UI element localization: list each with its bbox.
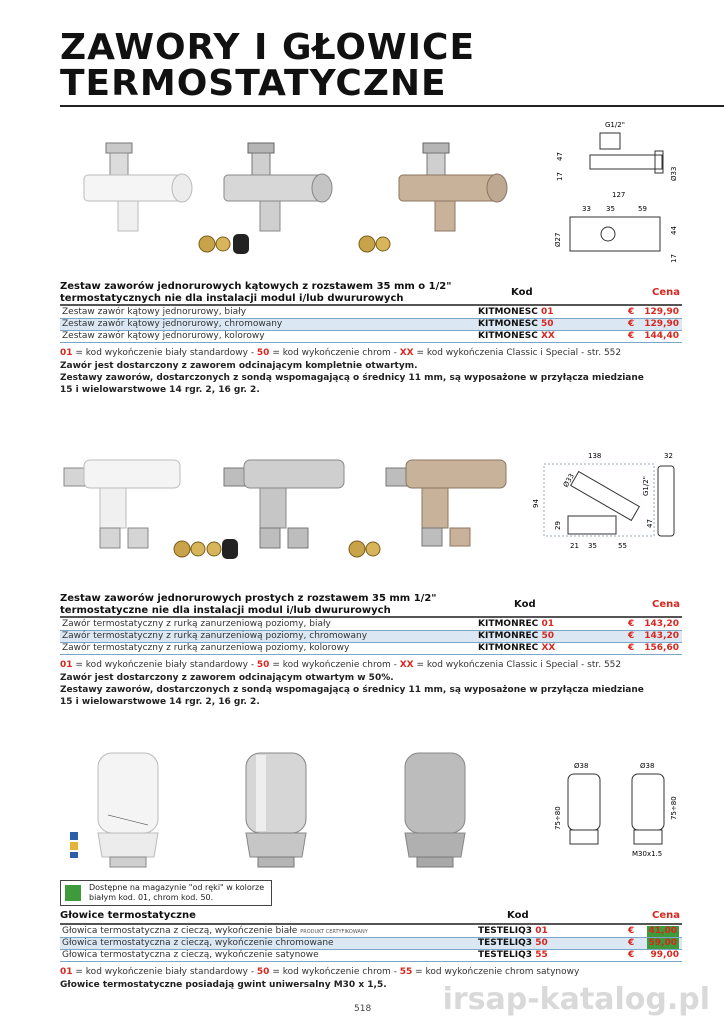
dim-label: 35 — [588, 542, 597, 550]
row-code: KITMONESC XX — [478, 331, 555, 341]
row-price: 129,90 — [644, 319, 679, 329]
section-3-heading: Głowice termostatyczne — [60, 910, 196, 921]
product-image-angle-valve-chrome — [210, 135, 340, 245]
table-row — [60, 926, 682, 938]
section-1-notes — [60, 360, 700, 396]
table-row — [60, 950, 682, 962]
row-code: KITMONESC 01 — [478, 307, 554, 317]
finish-code-legend: 01 = kod wykończenie biały standardowy - 50 = kod wykończenie chrom - XX = kod wykończenia Classic i Special - str. 552 — [60, 660, 622, 670]
row-currency: € — [628, 950, 635, 960]
dim-label: 21 — [570, 542, 579, 550]
dim-label: G1/2" — [605, 121, 625, 129]
row-currency: € — [628, 631, 635, 641]
dim-label: 33 — [582, 205, 591, 213]
section-1-heading — [60, 281, 451, 305]
row-description: Głowica termostatyczna z cieczą, wykończenie satynowe — [62, 950, 319, 960]
product-image-head-white — [88, 745, 168, 870]
row-currency: € — [628, 319, 635, 329]
dim-label: Ø38 — [574, 762, 589, 770]
table-row — [60, 319, 682, 331]
row-currency: € — [628, 926, 635, 936]
note-line: Zestawy zaworów, dostarczonych z sondą wspomagającą o średnicy 11 mm, są wyposażone w przyłącza miedziane — [60, 685, 644, 695]
row-price: 143,20 — [644, 631, 679, 641]
row-price: 129,90 — [644, 307, 679, 317]
table-top-rule — [60, 304, 682, 306]
row-price: 144,40 — [644, 331, 679, 341]
dim-label: Ø33 — [670, 166, 678, 181]
row-description: Głowica termostatyczna z cieczą, wykończenie białe PRODUKT CERTYFIKOWANY — [62, 926, 368, 936]
dim-label: Ø38 — [640, 762, 655, 770]
dim-label: 94 — [532, 499, 540, 508]
dim-label: 55 — [618, 542, 627, 550]
row-code: TESTELIQ3 01 — [478, 926, 548, 936]
dim-label: 127 — [612, 191, 626, 199]
column-header-kod: Kod — [507, 910, 529, 921]
dim-label: 75÷80 — [554, 806, 562, 830]
row-code: TESTELIQ3 55 — [478, 950, 548, 960]
row-price: 156,60 — [644, 643, 679, 653]
dim-label: 17 — [670, 254, 678, 263]
dim-label: 32 — [664, 452, 673, 460]
section-1-heading-line-2: termostatycznych nie dla instalacji modul i/lub dwururowych — [60, 293, 404, 304]
row-price: 143,20 — [644, 619, 679, 629]
product-image-head-chrome — [236, 745, 316, 870]
certification-badge-icon — [68, 830, 80, 864]
section-2-heading — [60, 593, 437, 617]
row-code: TESTELIQ3 50 — [478, 938, 548, 948]
row-price: 41,00 — [648, 926, 677, 936]
row-currency: € — [628, 938, 635, 948]
page-title — [60, 27, 476, 104]
row-description: Zestaw zawór kątowy jednorurowy, biały — [62, 307, 247, 317]
table-top-rule — [60, 616, 682, 618]
certified-product-label: PRODUKT CERTYFIKOWANY — [300, 929, 368, 935]
column-header-cena: Cena — [652, 910, 680, 921]
dim-label: 44 — [670, 226, 678, 235]
column-header-kod: Kod — [511, 287, 533, 298]
note-line: Zestawy zaworów, dostarczonych z sondą wspomagającą o średnicy 11 mm, są wyposażone w przyłącza miedziane — [60, 373, 644, 383]
dim-label: Ø27 — [554, 232, 562, 247]
dim-label: 47 — [556, 152, 564, 161]
page-number: 518 — [354, 1004, 372, 1014]
title-divider — [60, 105, 724, 107]
note-line: 15 i wielowarstwowe 14 rgr. 2, 16 gr. 2. — [60, 385, 260, 395]
stock-availability-text: Dostępne na magazynie "od ręki" w kolorze białym kod. 01, chrom kod. 50. — [89, 883, 265, 902]
row-description: Zawór termostatyczny z rurką zanurzeniową poziomy, biały — [62, 619, 331, 629]
row-code: KITMONREC 50 — [478, 631, 554, 641]
table-row — [60, 331, 682, 343]
column-header-kod: Kod — [514, 599, 536, 610]
dim-label: 17 — [556, 172, 564, 181]
product-image-straight-valve-colored — [382, 440, 512, 550]
row-description: Głowica termostatyczna z cieczą, wykończenie chromowane — [62, 938, 334, 948]
row-currency: € — [628, 307, 635, 317]
title-line-2: TERMOSTATYCZNE — [60, 63, 447, 104]
dim-label: 29 — [554, 521, 562, 530]
dim-label: 35 — [606, 205, 615, 213]
section-1-heading-line-1: Zestaw zaworów jednorurowych kątowych z rozstawem 35 mm o 1/2" — [60, 281, 452, 292]
note-line: Zawór jest dostarczony z zaworem odcinającym kompletnie otwartym. — [60, 361, 418, 371]
fittings-icon — [170, 535, 240, 569]
row-code: KITMONREC XX — [478, 643, 556, 653]
finish-code-legend: 01 = kod wykończenie biały standardowy - 50 = kod wykończenie chrom - 55 = kod wykończenie chrom satynowy — [60, 967, 580, 977]
technical-drawing-angle-valve — [550, 115, 685, 274]
row-currency: € — [628, 643, 635, 653]
fittings-icon — [345, 535, 385, 569]
row-code: KITMONESC 50 — [478, 319, 554, 329]
table-top-rule — [60, 923, 682, 925]
dim-label: 138 — [588, 452, 602, 460]
column-header-cena: Cena — [652, 599, 680, 610]
note-line: 15 i wielowarstwowe 14 rgr. 2, 16 gr. 2. — [60, 697, 260, 707]
note-line: Zawór jest dostarczony z zaworem odcinającym otwartym w 50%. — [60, 673, 394, 683]
dim-label: G1/2" — [642, 476, 650, 496]
product-image-head-satin — [395, 745, 475, 870]
column-header-cena: Cena — [652, 287, 680, 298]
table-row — [60, 619, 682, 631]
section-2-heading-line-1: Zestaw zaworów jednorurowych prostych z rozstawem 35 mm 1/2" — [60, 593, 437, 604]
dim-label: 75÷80 — [670, 796, 678, 820]
stock-indicator-swatch — [65, 885, 81, 901]
dim-label: Ø33 — [561, 472, 576, 489]
stock-availability-box — [60, 880, 272, 906]
row-price: 59,00 — [648, 938, 677, 948]
table-row — [60, 643, 682, 655]
technical-drawing-head — [550, 758, 695, 867]
row-description: Zawór termostatyczny z rurką zanurzeniową poziomy, kolorowy — [62, 643, 350, 653]
title-line-1: ZAWORY I GŁOWICE — [60, 27, 476, 68]
technical-drawing-straight-valve — [530, 448, 690, 562]
product-image-angle-valve-colored — [385, 135, 515, 245]
dim-label: 59 — [638, 205, 647, 213]
row-description: Zestaw zawór kątowy jednorurowy, chromowany — [62, 319, 283, 329]
section-3-notes — [60, 979, 387, 991]
row-price: 99,00 — [650, 950, 679, 960]
note-line: Głowice termostatyczne posiadają gwint uniwersalny M30 x 1,5. — [60, 980, 387, 990]
dim-label: 47 — [646, 519, 654, 528]
watermark: irsap-katalog.pl — [442, 982, 710, 1017]
row-description: Zestaw zawór kątowy jednorurowy, kolorowy — [62, 331, 265, 341]
row-description: Zawór termostatyczny z rurką zanurzeniową poziomy, chromowany — [62, 631, 368, 641]
row-code: KITMONREC 01 — [478, 619, 554, 629]
table-row — [60, 307, 682, 319]
row-currency: € — [628, 619, 635, 629]
row-currency: € — [628, 331, 635, 341]
dim-label: M30x1.5 — [632, 850, 663, 858]
finish-code-legend: 01 = kod wykończenie biały standardowy - 50 = kod wykończenie chrom - XX = kod wykończenia Classic i Special - str. 552 — [60, 348, 622, 358]
table-row — [60, 938, 682, 950]
section-2-heading-line-2: termostatyczne nie dla instalacji modul i/lub dwururowych — [60, 605, 391, 616]
table-row — [60, 631, 682, 643]
product-image-angle-valve-white — [78, 135, 198, 245]
section-2-notes — [60, 672, 700, 708]
